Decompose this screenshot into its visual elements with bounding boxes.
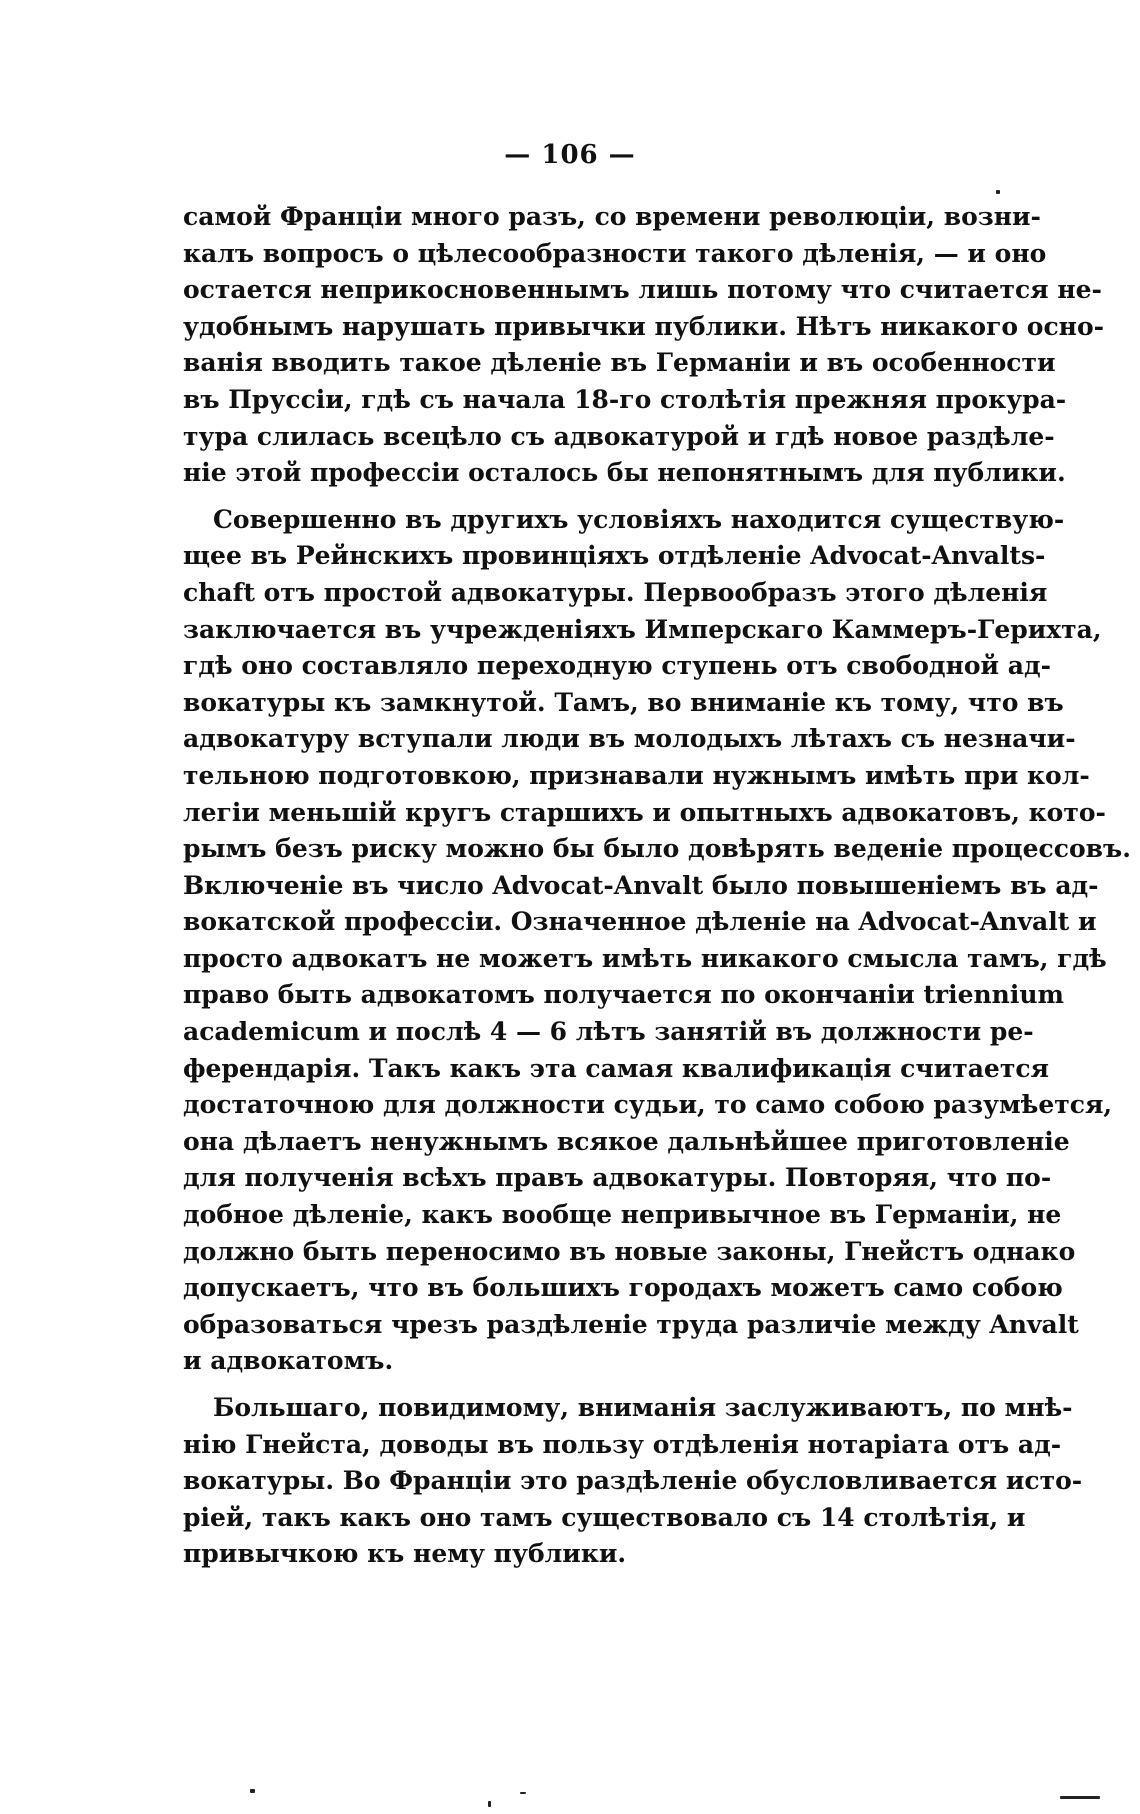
scan-speck (996, 190, 1000, 194)
text-line: тура слилась всецѣло съ адвокатурой и гдѣ новое раздѣле- (183, 421, 1055, 451)
text-line: адвокатуру вступали люди въ молодыхъ лѣтахъ съ незначи- (183, 724, 1076, 754)
text-line: допускаетъ, что въ большихъ городахъ можетъ само собою (183, 1273, 1063, 1303)
scan-speck (1060, 1796, 1100, 1799)
text-line: привычкою къ нему публики. (183, 1539, 627, 1569)
text-line: нію Гнейста, доводы въ пользу отдѣленія нотаріата отъ ад- (183, 1429, 1062, 1459)
page-number: — 106 — (504, 140, 636, 170)
text-line: Совершенно въ другихъ условіяхъ находится существую- (213, 504, 1065, 534)
scan-speck (250, 1789, 255, 1793)
text-line: образоваться чрезъ раздѣленіе труда различіе между Anvalt (183, 1309, 1079, 1339)
text-line: легіи меньшій кругъ старшихъ и опытныхъ адвокатовъ, кото- (183, 797, 1106, 827)
text-line: вокатской профессіи. Означенное дѣленіе на Advocat-Anvalt и (183, 907, 1097, 937)
text-line: academicum и послѣ 4 — 6 лѣтъ занятій въ должности ре- (183, 1017, 1034, 1047)
paragraph-2 (183, 502, 1131, 1380)
text-line: ніе этой профессіи осталось бы непонятнымъ для публики. (183, 458, 1066, 488)
text-line: гдѣ оно составляло переходную ступень отъ свободной ад- (183, 651, 1052, 681)
scan-speck (488, 1801, 491, 1807)
text-line: она дѣлаетъ ненужнымъ всякое дальнѣйшее приготовленіе (183, 1126, 1070, 1156)
text-line: и адвокатомъ. (183, 1346, 394, 1376)
paragraph-3 (183, 1390, 1083, 1573)
text-line: вокатуры. Во Франціи это раздѣленіе обусловливается исто- (183, 1466, 1083, 1496)
text-line: Большаго, повидимому, вниманія заслуживаютъ, по мнѣ- (213, 1393, 1073, 1422)
text-line: остается неприкосновеннымъ лишь потому что считается не- (183, 275, 1102, 305)
text-line: заключается въ учрежденіяхъ Имперскаго Каммеръ-Герихта, (183, 614, 1102, 644)
text-line: ріей, такъ какъ оно тамъ существовало съ 14 столѣтія, и (183, 1502, 1026, 1532)
text-line: для полученія всѣхъ правъ адвокатуры. Повторяя, что по- (183, 1163, 1052, 1193)
text-line: ферендарія. Такъ какъ эта самая квалификація считается (183, 1053, 1050, 1083)
text-line: chaft отъ простой адвокатуры. Первообразъ этого дѣленія (183, 577, 1048, 607)
text-line: тельною подготовкою, признавали нужнымъ имѣть при кол- (183, 760, 1090, 790)
text-line: право быть адвокатомъ получается по окончаніи triennium (183, 980, 1064, 1010)
text-line: щее въ Рейнскихъ провинціяхъ отдѣленіе Advocat-Anvalts- (183, 541, 1046, 571)
text-line: самой Франціи много разъ, со времени революціи, возни- (183, 202, 1041, 231)
text-line: рымъ безъ риску можно бы было довѣрять веденіе процессовъ. (183, 834, 1131, 864)
body-text (183, 199, 1131, 1573)
text-line: должно быть переносимо въ новые законы, Гнейстъ однако (183, 1236, 1076, 1266)
text-line: ванія вводить такое дѣленіе въ Германіи и въ особенности (183, 348, 1056, 378)
text-line: просто адвокатъ не можетъ имѣть никакого смысла тамъ, гдѣ (183, 943, 1107, 973)
text-line: калъ вопросъ о цѣлесообразности такого дѣленія, — и оно (183, 238, 1047, 268)
text-line: Включеніе въ число Advocat-Anvalt было повышеніемъ въ ад- (183, 870, 1099, 900)
text-line: удобнымъ нарушать привычки публики. Нѣтъ никакого осно- (183, 311, 1105, 341)
paragraph-1 (183, 199, 1105, 492)
scan-speck (520, 1792, 526, 1794)
text-line: добное дѣленіе, какъ вообще непривычное въ Германіи, не (183, 1200, 1062, 1230)
text-line: достаточною для должности судьи, то само собою разумѣется, (183, 1090, 1113, 1120)
text-line: вокатуры къ замкнутой. Тамъ, во вниманіе къ тому, что въ (183, 687, 1064, 717)
text-line: въ Пруссіи, гдѣ съ начала 18-го столѣтія прежняя прокура- (183, 384, 1067, 414)
